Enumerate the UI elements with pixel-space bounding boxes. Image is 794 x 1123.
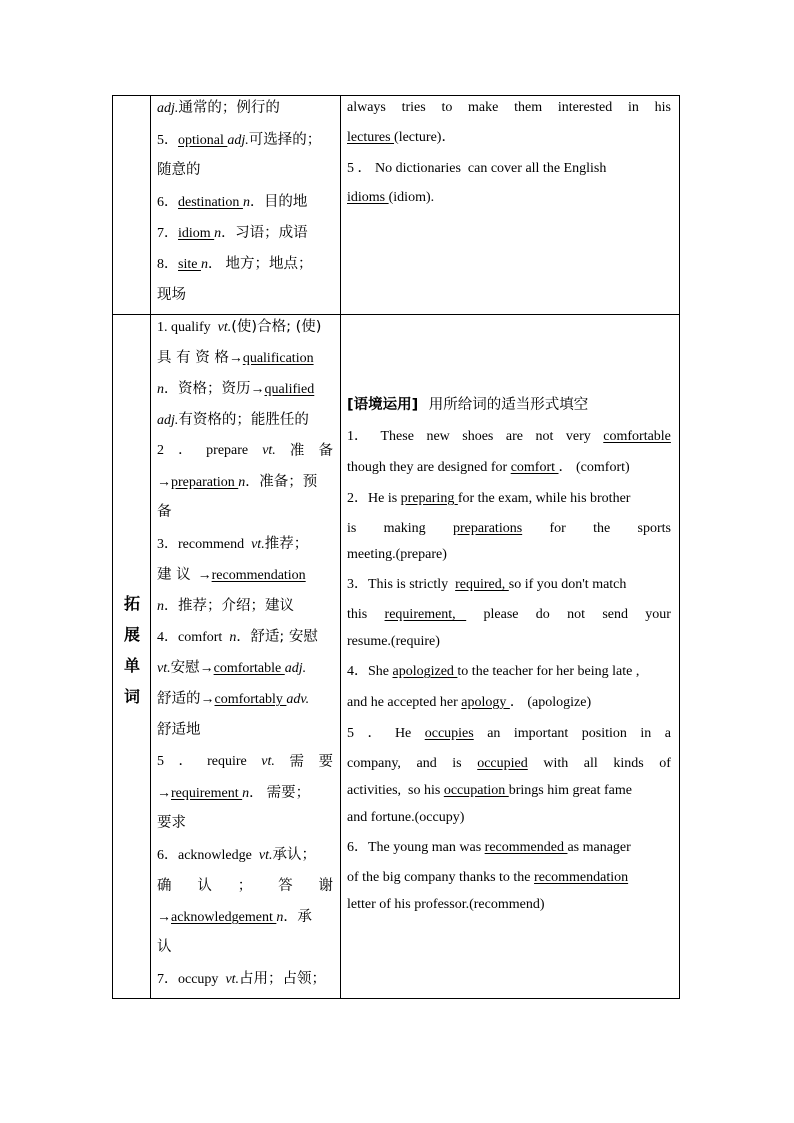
exercise-line: 4．She apologized to the teacher for her being late , [347,664,640,679]
vocab-line: 随意的 [157,162,201,178]
exercise-line: of the big company thanks to the recommendation [347,870,629,885]
vocab-line: 备 [157,504,172,520]
category-cell [113,315,150,998]
exercise-line: 6．The young man was recommended as manager [347,840,631,855]
exercise-line: resume.(require) [347,634,440,649]
vocab-line: →preparation n．准备；预 [157,474,318,490]
vocab-line: 认 [157,939,172,955]
vocab-line: 要求 [157,815,186,831]
category-char: 词 [123,687,140,706]
exercise-line: always tries to make them interested in his [347,100,671,115]
exercise-line: letter of his professor.(recommend) [347,897,545,912]
vocab-line: adj.通常的；例行的 [157,100,280,116]
exercise-line: 3．This is strictly required, so if you don't match [347,577,627,592]
exercise-line: lectures (lecture)． [347,130,456,145]
row1-vocab-cell [151,96,340,314]
row1-exercise-cell [341,96,679,314]
exercise-line: 1． These new shoes are not very comfortable [347,429,671,444]
vocab-line: n．资格；资历→qualified [157,381,315,397]
vocab-line: 2 ． prepare vt. 准 备 [157,443,333,459]
exercise-line: though they are designed for comfort ． (comfort) [347,460,630,475]
exercise-line: 2．He is preparing for the exam, while his brother [347,491,631,506]
exercise-line: company, and is occupied with all kinds of [347,756,671,771]
exercise-heading: [语境运用] 用所给词的适当形式填空 [347,397,589,413]
category-char: 单 [123,656,140,675]
vocab-line: n．推荐；介绍；建议 [157,598,294,614]
exercise-line: and fortune.(occupy) [347,810,465,825]
vocab-line: 7．occupy vt.占用；占领； [157,971,327,987]
exercise-line: 5 ． No dictionaries can cover all the English [347,161,607,176]
vocab-line: 6．destination n．目的地 [157,194,308,210]
vocab-line: →requirement n． 需要； [157,785,311,801]
vocab-line: 6．acknowledge vt.承认； [157,847,316,863]
vocab-line: 舒适的→comfortably adv. [157,691,310,707]
vocab-line: 4．comfort n．舒适; 安慰 [157,629,318,645]
vocabulary-table [112,95,680,999]
exercise-line: idioms (idiom). [347,190,435,205]
vocab-line: 1. qualify vt.(使)合格; (使) [157,319,322,335]
vocab-line: adj.有资格的；能胜任的 [157,412,309,428]
exercise-line: is making preparations for the sports [347,521,671,536]
category-char: 拓 [123,594,140,613]
exercise-line: 5 ． He occupies an important position in a [347,726,671,741]
exercise-line: meeting.(prepare) [347,547,447,562]
row2-exercise-cell [341,315,679,998]
row2-vocab-cell [151,315,340,998]
vocab-line: 8．site n． 地方；地点； [157,256,313,272]
vocab-line: 舒适地 [157,722,201,738]
vocab-line: vt.安慰→comfortable adj. [157,660,307,676]
exercise-line: and he accepted her apology ． (apologize) [347,695,592,710]
vocab-line: 7．idiom n．习语；成语 [157,225,308,241]
vocab-line: 3．recommend vt.推荐； [157,536,309,552]
vocab-line: 5 ． require vt. 需 要 [157,754,333,770]
vocab-line: →acknowledgement n．承 [157,909,312,925]
vocab-line: 建 议 →recommendation [157,567,306,583]
vocab-line: 5．optional adj.可选择的； [157,132,322,148]
exercise-line: activities, so his occupation brings him great fame [347,783,632,798]
vocab-line: 确 认 ； 答 谢 [157,878,333,894]
exercise-line: this requirement, please do not send your [347,607,671,622]
vocab-line: 具 有 资 格→qualification [157,350,314,366]
category-char: 展 [123,625,140,644]
vocab-line: 现场 [157,287,186,303]
